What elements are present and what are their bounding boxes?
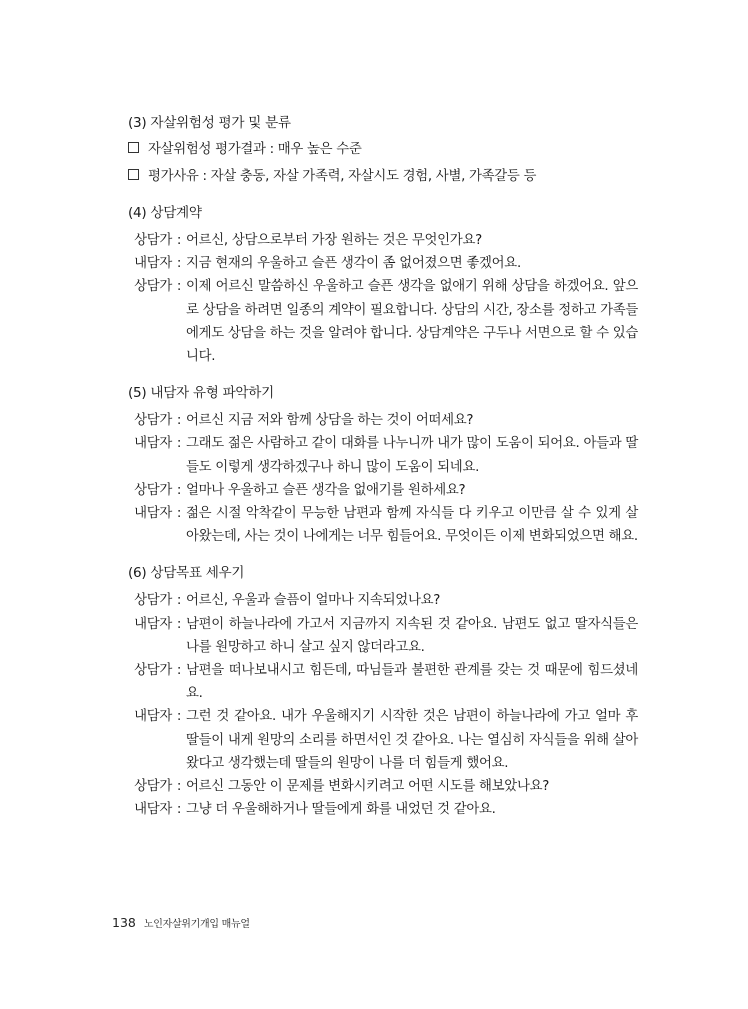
bullet-text: 평가사유 : 자살 충동, 자살 가족력, 자살시도 경험, 사별, 가족갈등 등 — [148, 169, 537, 184]
colon-separator: : — [176, 779, 182, 795]
dialogue-line — [128, 432, 638, 478]
colon-separator: : — [176, 709, 182, 725]
section-counseling-contract — [128, 202, 638, 368]
utterance-text: 남편을 떠나보내시고 힘든데, 따님들과 불편한 관계를 갖는 것 때문에 힘드셨네요. — [186, 663, 638, 702]
dialogue-line — [128, 252, 638, 275]
dialogue-line — [128, 798, 638, 821]
speaker-label: 상담가 — [134, 279, 172, 295]
utterance-text: 어르신 지금 저와 함께 상담을 하는 것이 어떠세요? — [186, 413, 474, 429]
utterance-text: 어르신 그동안 이 문제를 변화시키려고 어떤 시도를 해보았나요? — [186, 779, 550, 795]
colon-separator: : — [176, 663, 182, 679]
bullet-item — [128, 166, 638, 188]
speaker-label: 상담가 — [134, 413, 172, 429]
document-body — [128, 112, 638, 835]
colon-separator: : — [176, 482, 182, 498]
section-client-type — [128, 382, 638, 548]
section-heading: (3) 자살위험성 평가 및 분류 — [128, 115, 291, 131]
colon-separator: : — [176, 233, 182, 248]
speaker-label: 상담가 — [134, 663, 172, 679]
speaker-label: 상담가 — [134, 593, 172, 609]
colon-separator: : — [176, 256, 182, 272]
checkbox-square-icon — [128, 169, 139, 180]
speaker-label: 상담가 — [134, 233, 172, 248]
speaker-label: 내담자 — [134, 436, 172, 452]
section-counseling-goals — [128, 562, 638, 821]
speaker-label: 내담자 — [134, 256, 172, 272]
dialogue-line — [128, 479, 638, 502]
utterance-text: 그냥 더 우울해하거나 딸들에게 화를 내었던 것 같아요. — [186, 802, 496, 818]
page-number: 138 — [112, 915, 136, 930]
dialogue-line — [128, 409, 638, 432]
colon-separator: : — [176, 802, 182, 818]
dialogue-line — [128, 659, 638, 705]
book-title: 노인자살위기개입 매뉴얼 — [143, 919, 250, 930]
colon-separator: : — [176, 616, 182, 632]
section-heading: (6) 상담목표 세우기 — [128, 565, 245, 582]
bullet-item — [128, 139, 638, 161]
speaker-label: 내담자 — [134, 802, 172, 818]
speaker-label: 내담자 — [134, 616, 172, 632]
colon-separator: : — [176, 506, 182, 522]
page-footer — [112, 915, 250, 930]
utterance-text: 그런 것 같아요. 내가 우울해지기 시작한 것은 남편이 하늘나라에 가고 얼마 후 딸들이 내게 원망의 소리를 하면서인 것 같아요. 나는 열심히 자식들을 위해 살아왔다고 생각했는데 딸들의 원망이 나를 더 힘들게 했어요. — [186, 709, 638, 771]
colon-separator: : — [176, 436, 182, 452]
colon-separator: : — [176, 279, 182, 295]
utterance-text: 지금 현재의 우울하고 슬픈 생각이 좀 없어졌으면 좋겠어요. — [186, 256, 521, 272]
speaker-label: 상담가 — [134, 779, 172, 795]
dialogue-line — [128, 613, 638, 659]
dialogue-line — [128, 705, 638, 775]
speaker-label: 상담가 — [134, 482, 172, 498]
dialogue-line — [128, 502, 638, 548]
utterance-text: 어르신, 상담으로부터 가장 원하는 것은 무엇인가요? — [186, 233, 482, 248]
utterance-text: 어르신, 우울과 슬픔이 얼마나 지속되었나요? — [186, 593, 441, 609]
utterance-text: 그래도 젊은 사람하고 같이 대화를 나누니까 내가 많이 도움이 되어요. 아들과 딸들도 이렇게 생각하겠구나 하니 많이 도움이 되네요. — [186, 436, 638, 475]
dialogue-line — [128, 275, 638, 368]
section-risk-assessment — [128, 112, 638, 188]
checkbox-square-icon — [128, 142, 139, 153]
speaker-label: 내담자 — [134, 506, 172, 522]
speaker-label: 내담자 — [134, 709, 172, 725]
utterance-text: 이제 어르신 말씀하신 우울하고 슬픈 생각을 없애기 위해 상담을 하겠어요. 앞으로 상담을 하려면 일종의 계약이 필요합니다. 상담의 시간, 장소를 정하고 가족들에게도 상담을 하는 것을 알려야 합니다. 상담계약은 구두나 서면으로 할 수 있습니다. — [186, 279, 638, 365]
dialogue-line — [128, 775, 638, 798]
utterance-text: 남편이 하늘나라에 가고서 지금까지 지속된 것 같아요. 남편도 없고 딸자식들은 나를 원망하고 하니 살고 싶지 않더라고요. — [186, 616, 638, 655]
colon-separator: : — [176, 413, 182, 429]
utterance-text: 젊은 시절 악착같이 무능한 남편과 함께 자식들 다 키우고 이만큼 살 수 있게 살아왔는데, 사는 것이 나에게는 너무 힘들어요. 무엇이든 이제 변화되었으면 해요. — [186, 506, 638, 545]
dialogue-line — [128, 229, 638, 252]
section-heading: (5) 내담자 유형 파악하기 — [128, 385, 274, 402]
utterance-text: 얼마나 우울하고 슬픈 생각을 없애기를 원하세요? — [186, 482, 466, 498]
bullet-text: 자살위험성 평가결과 : 매우 높은 수준 — [148, 142, 362, 157]
dialogue-line — [128, 589, 638, 612]
colon-separator: : — [176, 593, 182, 609]
section-heading: (4) 상담계약 — [128, 205, 202, 221]
